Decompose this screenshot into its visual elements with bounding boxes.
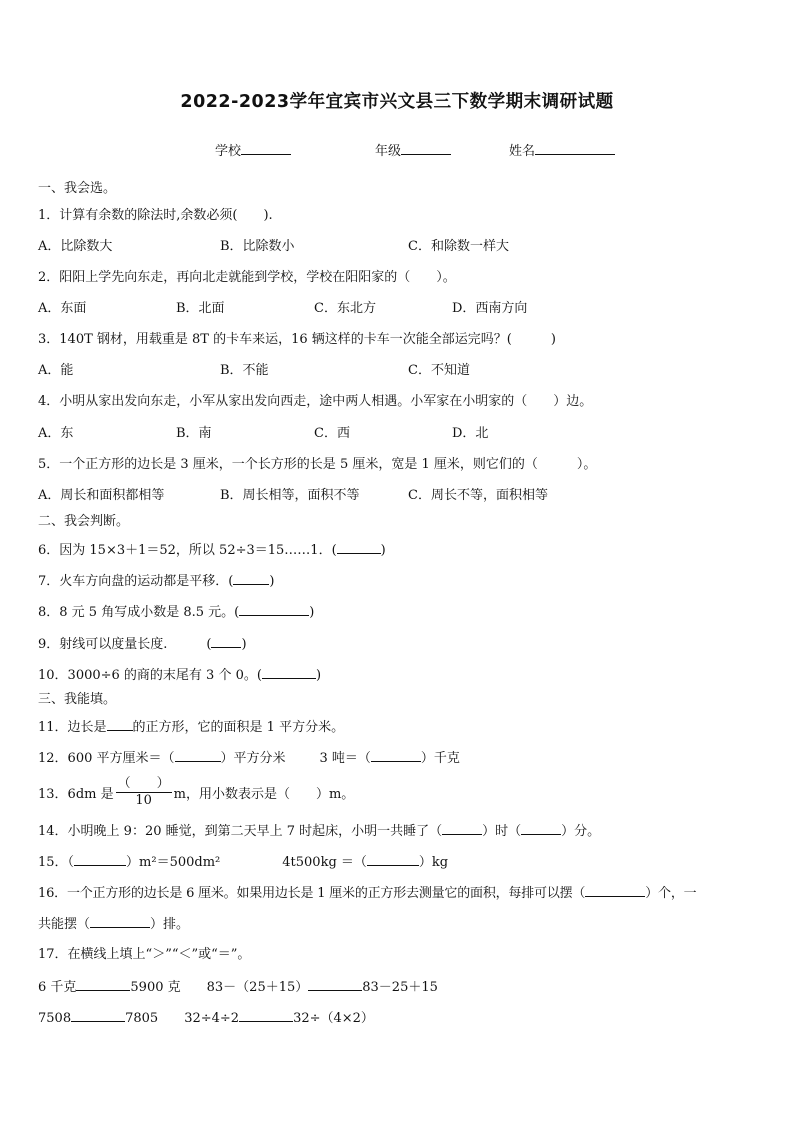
- q2-option-d[interactable]: D．西南方向: [452, 301, 528, 316]
- question-8: [38, 602, 314, 622]
- q1-option-a[interactable]: A．比除数大: [38, 239, 113, 254]
- q14-text-post: ）分。: [561, 824, 601, 839]
- q17-r2b-right: 32÷（4×2）: [293, 1011, 374, 1026]
- q17-r1a-left: 6 千克: [38, 980, 77, 995]
- q12b-answer-blank[interactable]: [371, 748, 421, 762]
- school-field: [215, 140, 291, 159]
- student-info-row: [0, 140, 794, 160]
- q5-option-c[interactable]: C．周长不等，面积相等: [408, 488, 548, 503]
- q3-option-c[interactable]: C．不知道: [408, 363, 470, 378]
- q9-text: 9．射线可以度量长度. (: [38, 637, 212, 652]
- q15b-unit: ）kg: [418, 855, 449, 870]
- q12a-answer-blank[interactable]: [175, 748, 221, 762]
- q17-row-1: [38, 977, 438, 997]
- q13-numerator-blank[interactable]: （ ）: [117, 776, 170, 791]
- question-12: [38, 748, 460, 768]
- question-2: 2．阳阳上学先向东走，再向北走就能到学校，学校在阳阳家的（ ）。: [38, 270, 456, 285]
- q7-text: 7．火车方向盘的运动都是平移．(: [38, 574, 234, 589]
- q13-text-post: m，用小数表示是（ ）m。: [173, 787, 355, 802]
- q8-text: 8．8 元 5 角写成小数是 8.5 元。(: [38, 605, 240, 620]
- q17-r2b-left: 32÷4÷2: [184, 1011, 240, 1026]
- q13-text-pre: 13．6dm 是: [38, 787, 114, 802]
- q10-text: 10．3000÷6 的商的末尾有 3 个 0。(: [38, 668, 262, 683]
- question-7: [38, 571, 274, 591]
- q7-answer-blank[interactable]: [233, 571, 269, 585]
- question-16-line-2: [38, 914, 189, 934]
- q8-answer-blank[interactable]: [239, 602, 309, 616]
- q17-row-2: [38, 1008, 374, 1028]
- school-label: 学校: [215, 144, 242, 159]
- q17-r1b-left: 83－（25＋15）: [206, 980, 309, 995]
- q11-text-pre: 11．边长是: [38, 720, 107, 735]
- q16-text-pre: 16．一个正方形的边长是 6 厘米。如果用边长是 1 厘米的正方形去测量它的面积，每排可以摆（: [38, 886, 586, 901]
- q10-answer-blank[interactable]: [262, 665, 316, 679]
- q4-option-c[interactable]: C．西: [314, 426, 350, 441]
- section-heading-judge: 二、我会判断。: [38, 514, 130, 529]
- question-15: [38, 852, 448, 872]
- q15a-answer-blank[interactable]: [74, 852, 126, 866]
- grade-field: [375, 140, 451, 159]
- q17-r2a-right: 7805: [125, 1011, 159, 1026]
- q16-rows-blank[interactable]: [90, 914, 150, 928]
- q15a-text: 15．（: [38, 855, 75, 870]
- q8-close: ): [309, 605, 315, 620]
- q4-option-b[interactable]: B．南: [176, 426, 212, 441]
- q17-r1b-blank[interactable]: [308, 977, 362, 991]
- question-3: 3．140T 钢材，用载重是 8T 的卡车来运，16 辆这样的卡车一次能全部运完吗？( ): [38, 332, 556, 347]
- q7-close: ): [269, 574, 275, 589]
- q12a-unit: ）平方分米: [220, 751, 286, 766]
- name-field: [509, 140, 615, 159]
- question-11: [38, 717, 344, 737]
- q9-answer-blank[interactable]: [211, 634, 241, 648]
- q3-option-b[interactable]: B．不能: [220, 363, 269, 378]
- q15a-unit: ）m²＝500dm²: [126, 855, 221, 870]
- q17-r1b-right: 83－25＋15: [362, 980, 438, 995]
- q12b-text: 3 吨＝（: [319, 751, 371, 766]
- question-6: [38, 540, 386, 560]
- q16-per-row-blank[interactable]: [585, 883, 645, 897]
- q12b-unit: ）千克: [420, 751, 460, 766]
- section-heading-choice: 一、我会选。: [38, 181, 117, 196]
- q4-option-a[interactable]: A．东: [38, 426, 74, 441]
- q5-option-a[interactable]: A．周长和面积都相等: [38, 488, 165, 503]
- section-heading-fill: 三、我能填。: [38, 692, 117, 707]
- question-13: [38, 778, 354, 811]
- q11-text-post: 的正方形，它的面积是 1 平方分米。: [132, 720, 345, 735]
- question-1: 1．计算有余数的除法时,余数必须( ).: [38, 208, 273, 223]
- q17-r2a-blank[interactable]: [71, 1008, 125, 1022]
- page-title: 2022-2023学年宜宾市兴文县三下数学期末调研试题: [180, 92, 614, 112]
- name-label: 姓名: [509, 144, 536, 159]
- q10-close: ): [315, 668, 322, 683]
- school-blank[interactable]: [241, 140, 291, 155]
- q13-denominator: 10: [135, 793, 152, 808]
- question-17: 17．在横线上填上“＞”“＜”或“＝”。: [38, 947, 251, 962]
- q17-r1a-right: 5900 克: [130, 980, 181, 995]
- q16-text-line2: 共能摆（: [38, 917, 91, 932]
- q15b-text: 4t500kg ＝（: [282, 855, 367, 870]
- q14-text-mid: ）时（: [482, 824, 522, 839]
- q17-r2a-left: 7508: [38, 1011, 72, 1026]
- q14-text-pre: 14．小明晚上 9：20 睡觉，到第二天早上 7 时起床，小明一共睡了（: [38, 824, 443, 839]
- q15b-answer-blank[interactable]: [367, 852, 419, 866]
- q2-option-a[interactable]: A．东面: [38, 301, 87, 316]
- q16-text-mid: ）个，一: [645, 886, 697, 901]
- question-10: [38, 665, 321, 685]
- q17-r1a-blank[interactable]: [76, 977, 130, 991]
- q6-text: 6．因为 15×3＋1＝52，所以 52÷3＝15……1．(: [38, 543, 337, 558]
- name-blank[interactable]: [535, 140, 615, 155]
- q14-hours-blank[interactable]: [442, 821, 482, 835]
- question-14: [38, 821, 600, 841]
- q17-r2b-blank[interactable]: [239, 1008, 293, 1022]
- q11-answer-blank[interactable]: [107, 717, 133, 731]
- q4-option-d[interactable]: D．北: [452, 426, 489, 441]
- grade-blank[interactable]: [401, 140, 451, 155]
- q14-minutes-blank[interactable]: [521, 821, 561, 835]
- q16-text-end: ）排。: [150, 917, 190, 932]
- question-9: [38, 634, 247, 654]
- question-4: 4．小明从家出发向东走，小军从家出发向西走，途中两人相遇。小军家在小明家的（ ）边。: [38, 394, 593, 409]
- q1-option-b[interactable]: B．比除数小: [220, 239, 295, 254]
- question-5: 5．一个正方形的边长是 3 厘米，一个长方形的长是 5 厘米，宽是 1 厘米，则它们的（ ）。: [38, 457, 597, 472]
- grade-label: 年级: [375, 144, 402, 159]
- q12a-text: 12．600 平方厘米＝（: [38, 751, 175, 766]
- q1-option-c[interactable]: C．和除数一样大: [408, 239, 509, 254]
- q9-close: ): [241, 637, 247, 652]
- q6-answer-blank[interactable]: [337, 540, 381, 554]
- q3-option-a[interactable]: A．能: [38, 363, 74, 378]
- question-16-line-1: [38, 883, 696, 903]
- q2-option-b[interactable]: B．北面: [176, 301, 225, 316]
- q5-option-b[interactable]: B．周长相等，面积不等: [220, 488, 360, 503]
- q2-option-c[interactable]: C．东北方: [314, 301, 376, 316]
- q13-fraction: [116, 776, 172, 809]
- q6-close: ): [380, 543, 386, 558]
